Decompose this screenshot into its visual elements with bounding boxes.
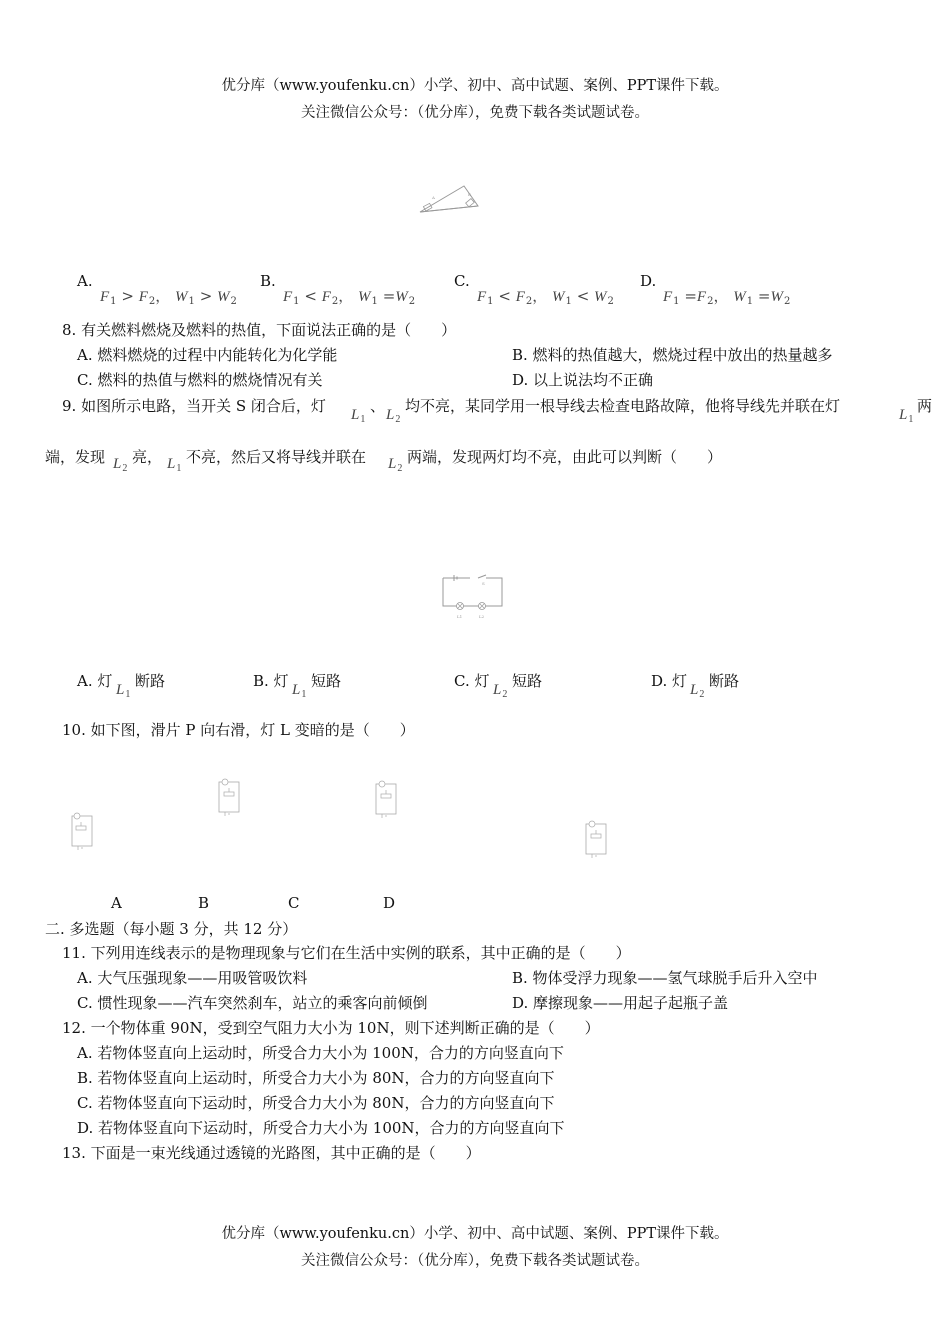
q8-option-a: A. 燃料燃烧的过程中内能转化为化学能 [77, 346, 338, 364]
q9-l2-b: $L_2$ [113, 456, 128, 474]
q8-option-d: D. 以上说法均不正确 [512, 371, 654, 389]
q11-option-c: C. 惯性现象——汽车突然刹车，站立的乘客向前倾倒 [77, 994, 428, 1012]
q7-option-c-label: C. [454, 272, 470, 290]
q9-option-b-tail: 短路 [311, 672, 342, 690]
q13-stem: 13. 下面是一束光线通过透镜的光路图，其中正确的是（ ） [62, 1144, 481, 1162]
q11-stem: 11. 下列用连线表示的是物理现象与它们在生活中实例的联系，其中正确的是（ ） [62, 944, 631, 962]
q9-option-a-label: A. 灯 [77, 672, 113, 690]
q9-l1-a: $L_1$ [351, 407, 366, 425]
q9-option-a-lamp: $L_1$ [116, 682, 131, 700]
svg-text:A: A [432, 195, 435, 200]
q7-option-a-formula: $F_1 > F_2$， $W_1 > W_2$ [100, 287, 237, 307]
q7-option-a-label: A. [77, 272, 93, 290]
q9-option-c-label: C. 灯 [454, 672, 490, 690]
q7-option-b-label: B. [260, 272, 276, 290]
q12-option-a: A. 若物体竖直向上运动时，所受合力大小为 100N，合力的方向竖直向下 [77, 1044, 564, 1062]
q9-option-a-tail: 断路 [135, 672, 166, 690]
q9-l1-c: $L_1$ [167, 456, 182, 474]
svg-text:B: B [468, 192, 471, 197]
footer-line-2: 关注微信公众号：（优分库），免费下载各类试题试卷。 [301, 1253, 649, 1269]
q10-stem: 10. 如下图，滑片 P 向右滑，灯 L 变暗的是（ ） [62, 721, 415, 739]
q9-stem-part7: 不亮，然后又将导线并联在 [186, 448, 367, 466]
q9-stem-part8: 两端，发现两灯均不亮，由此可以判断（ ） [407, 448, 723, 466]
q10-circuit-c [374, 778, 400, 820]
q9-stem-part3: 均不亮，某同学用一根导线去检查电路故障，他将导线先并联在灯 [405, 397, 841, 415]
q10-circuit-a [70, 810, 96, 852]
q8-option-c: C. 燃料的热值与燃料的燃烧情况有关 [77, 371, 323, 389]
q8-option-b: B. 燃料的热值越大，燃烧过程中放出的热量越多 [512, 346, 833, 364]
circuit-figure [440, 574, 506, 622]
footer-line-1: 优分库（www.youfenku.cn）小学、初中、高中试题、案例、PPT课件下载。 [221, 1226, 729, 1242]
q12-option-c: C. 若物体竖直向下运动时，所受合力大小为 80N，合力的方向竖直向下 [77, 1094, 555, 1112]
q9-stem-part1: 9. 如图所示电路，当开关 S 闭合后，灯 [62, 397, 326, 415]
q11-option-a: A. 大气压强现象——用吸管吸饮料 [77, 969, 308, 987]
section-heading: 二. 多选题（每小题 3 分，共 12 分） [45, 920, 298, 938]
svg-text:L1: L1 [457, 614, 463, 619]
q9-l1-b: $L_1$ [899, 407, 914, 425]
q9-option-c-tail: 短路 [512, 672, 543, 690]
q9-option-d-label: D. 灯 [651, 672, 688, 690]
q9-stem-part5: 端，发现 [45, 448, 106, 466]
q7-option-c-formula: $F_1 < F_2$， $W_1 < W_2$ [477, 287, 614, 307]
q10-label-c: C [288, 894, 300, 912]
q12-option-b: B. 若物体竖直向上运动时，所受合力大小为 80N，合力的方向竖直向下 [77, 1069, 555, 1087]
svg-text:S: S [482, 581, 485, 586]
incline-figure [418, 182, 482, 216]
q10-circuit-d [584, 818, 610, 860]
q9-l2-a: $L_2$ [386, 407, 401, 425]
q9-option-d-lamp: $L_2$ [690, 682, 705, 700]
q7-option-d-formula: $F_1 =F_2$， $W_1 =W_2$ [663, 287, 791, 307]
q12-stem: 12. 一个物体重 90N，受到空气阻力大小为 10N，则下述判断正确的是（ ） [62, 1019, 600, 1037]
q7-option-d-label: D. [640, 272, 657, 290]
q9-option-c-lamp: $L_2$ [493, 682, 508, 700]
svg-text:L2: L2 [479, 614, 485, 619]
q9-option-b-label: B. 灯 [253, 672, 289, 690]
q10-circuit-b [217, 776, 243, 818]
q10-label-b: B [198, 894, 210, 912]
header-line-2: 关注微信公众号：（优分库），免费下载各类试题试卷。 [301, 105, 649, 121]
q11-option-d: D. 摩擦现象——用起子起瓶子盖 [512, 994, 729, 1012]
q9-stem-part2: 、 [370, 397, 386, 415]
q9-stem-part4: 两 [917, 397, 933, 415]
q9-option-d-tail: 断路 [709, 672, 740, 690]
q8-stem: 8. 有关燃料燃烧及燃料的热值，下面说法正确的是（ ） [62, 321, 457, 339]
q11-option-b: B. 物体受浮力现象——氢气球脱手后升入空中 [512, 969, 818, 987]
q7-option-b-formula: $F_1 < F_2$， $W_1 =W_2$ [283, 287, 416, 307]
header-line-1: 优分库（www.youfenku.cn）小学、初中、高中试题、案例、PPT课件下载。 [221, 78, 729, 94]
q9-l2-c: $L_2$ [388, 456, 403, 474]
q10-label-a: A [111, 894, 122, 912]
q12-option-d: D. 若物体竖直向下运动时，所受合力大小为 100N，合力的方向竖直向下 [77, 1119, 565, 1137]
q9-option-b-lamp: $L_1$ [292, 682, 307, 700]
q9-stem-part6: 亮， [132, 448, 163, 466]
q10-label-d: D [383, 894, 396, 912]
